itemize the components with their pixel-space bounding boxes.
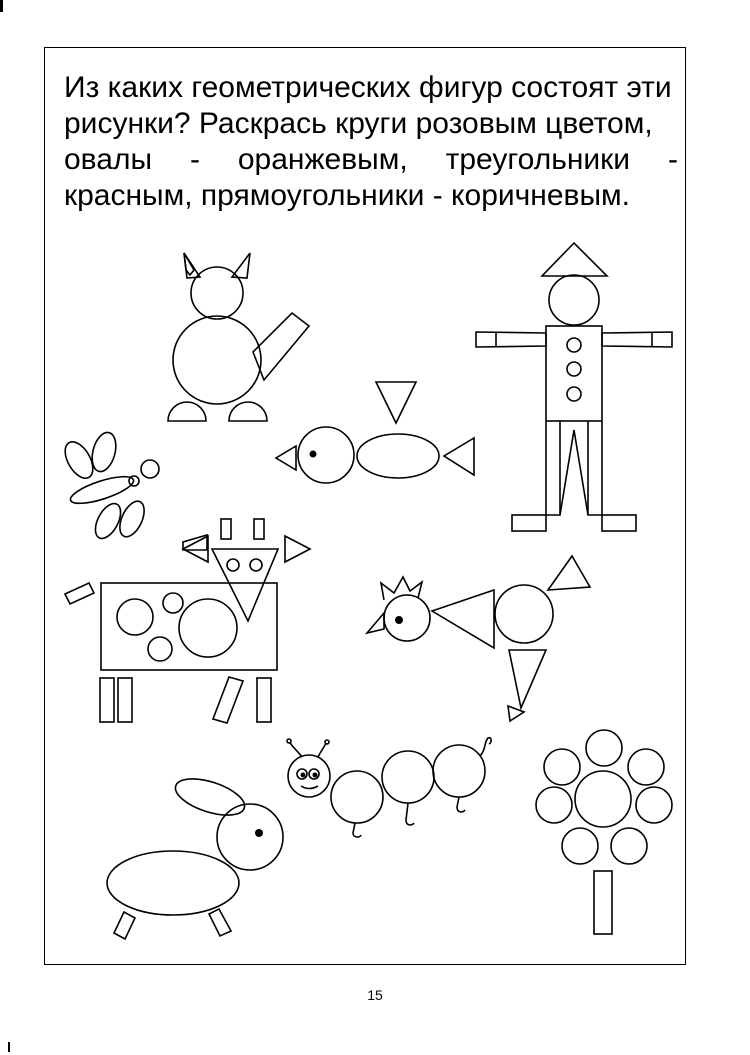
- cow-tail-rectangle: [65, 583, 94, 604]
- instructions-word: оранжевым,: [237, 143, 408, 176]
- butterfly-figure: [59, 430, 159, 543]
- cow-leg-rectangle: [257, 678, 271, 722]
- instructions-word: -: [189, 143, 200, 176]
- caterpillar-tail: [480, 738, 491, 756]
- rooster-beak-triangle: [367, 613, 384, 633]
- caterpillar-body-circle: [382, 751, 434, 803]
- rabbit-ear-oval: [171, 772, 249, 823]
- bird-tail-triangle: [444, 438, 474, 475]
- man-figure: [476, 243, 672, 531]
- rooster-tail-triangle: [548, 556, 590, 590]
- rooster-body-circle: [495, 585, 553, 643]
- man-arm-right: [602, 332, 672, 347]
- tree-trunk-rectangle: [594, 871, 612, 934]
- cat-figure: [168, 253, 309, 421]
- cow-eye-circle: [250, 559, 262, 571]
- instructions-word: треугольники: [445, 143, 631, 176]
- man-button-circle: [567, 338, 581, 352]
- bird-beak-triangle: [276, 446, 296, 470]
- rooster-leg-triangle: [509, 650, 546, 708]
- rabbit-figure: [107, 772, 283, 939]
- rabbit-leg-rectangle: [114, 912, 135, 939]
- instructions-line-2: рисунки? Раскрась круги розовым цветом,: [64, 107, 653, 140]
- man-head-circle: [549, 275, 599, 325]
- cow-ear-left: [183, 536, 208, 562]
- cow-leg-rectangle: [100, 678, 114, 722]
- butterfly-body-oval: [68, 471, 136, 509]
- rabbit-head-circle: [217, 804, 283, 870]
- cow-figure: [65, 519, 310, 723]
- rabbit-leg-rectangle: [209, 909, 231, 936]
- cow-spot-circle: [163, 593, 183, 613]
- cow-spot-circle: [179, 599, 237, 657]
- cow-leg-rectangle: [213, 677, 243, 723]
- cow-horn-rectangle: [254, 519, 264, 539]
- cow-ear-right: [285, 536, 310, 562]
- man-body-rectangle: [546, 326, 602, 421]
- rabbit-eye: [255, 829, 263, 837]
- cow-eye-circle: [227, 559, 239, 571]
- caterpillar-body-circle: [331, 771, 383, 823]
- cat-paw-right: [229, 402, 267, 421]
- instructions-word: овалы: [64, 143, 153, 176]
- man-foot-right: [602, 515, 636, 531]
- cow-horn-rectangle: [221, 519, 231, 539]
- man-button-circle: [567, 387, 581, 401]
- man-arm-left: [476, 332, 546, 347]
- caterpillar-figure: [287, 738, 491, 837]
- instructions-word: -: [667, 143, 678, 176]
- caterpillar-smile: [301, 786, 318, 789]
- instructions-line-4: красным, прямоугольники - коричневым.: [64, 179, 630, 212]
- bird-eye: [310, 451, 317, 458]
- tree-circle: [628, 749, 664, 785]
- rooster-eye: [395, 616, 403, 624]
- rabbit-body-oval: [107, 851, 239, 915]
- cow-spot-circle: [148, 637, 172, 661]
- bird-wing-triangle: [376, 382, 416, 423]
- tree-circle: [536, 787, 572, 823]
- page-number: 15: [367, 987, 383, 1003]
- bird-head-circle: [298, 427, 354, 483]
- tree-circle: [544, 749, 580, 785]
- tree-circle: [611, 828, 647, 864]
- rooster-neck-triangle: [432, 590, 494, 648]
- cat-head-circle: [191, 267, 243, 319]
- tree-circle: [636, 787, 672, 823]
- cow-head-triangle: [212, 549, 278, 621]
- tree-circle: [586, 730, 622, 766]
- caterpillar-leg: [353, 823, 361, 837]
- cat-tail-rectangle: [253, 313, 309, 380]
- man-hat-triangle: [542, 243, 607, 276]
- rooster-head-circle: [384, 595, 430, 641]
- rooster-figure: [367, 556, 590, 721]
- caterpillar-body-circle: [433, 745, 485, 797]
- cat-paw-left: [168, 402, 206, 421]
- cow-body-rectangle: [101, 583, 277, 670]
- cat-ear-left-outline: [184, 253, 200, 278]
- tree-figure: [536, 730, 672, 934]
- tree-circle: [562, 828, 598, 864]
- man-button-circle: [567, 362, 581, 376]
- caterpillar-leg: [457, 797, 465, 812]
- cow-leg-rectangle: [118, 678, 132, 722]
- cow-spot-circle: [117, 599, 153, 635]
- man-foot-left: [512, 515, 546, 531]
- man-legs: [546, 421, 602, 515]
- caterpillar-antenna: [318, 743, 326, 757]
- bird-figure: [276, 382, 474, 483]
- butterfly-head-circle: [141, 460, 159, 478]
- instructions-line-1: Из каких геометрических фигур состоят эти: [64, 71, 672, 104]
- tree-center-circle: [575, 771, 631, 827]
- bird-body-oval: [357, 434, 439, 478]
- caterpillar-leg: [406, 803, 414, 825]
- caterpillar-antenna: [290, 742, 302, 757]
- cat-body-circle: [173, 316, 261, 404]
